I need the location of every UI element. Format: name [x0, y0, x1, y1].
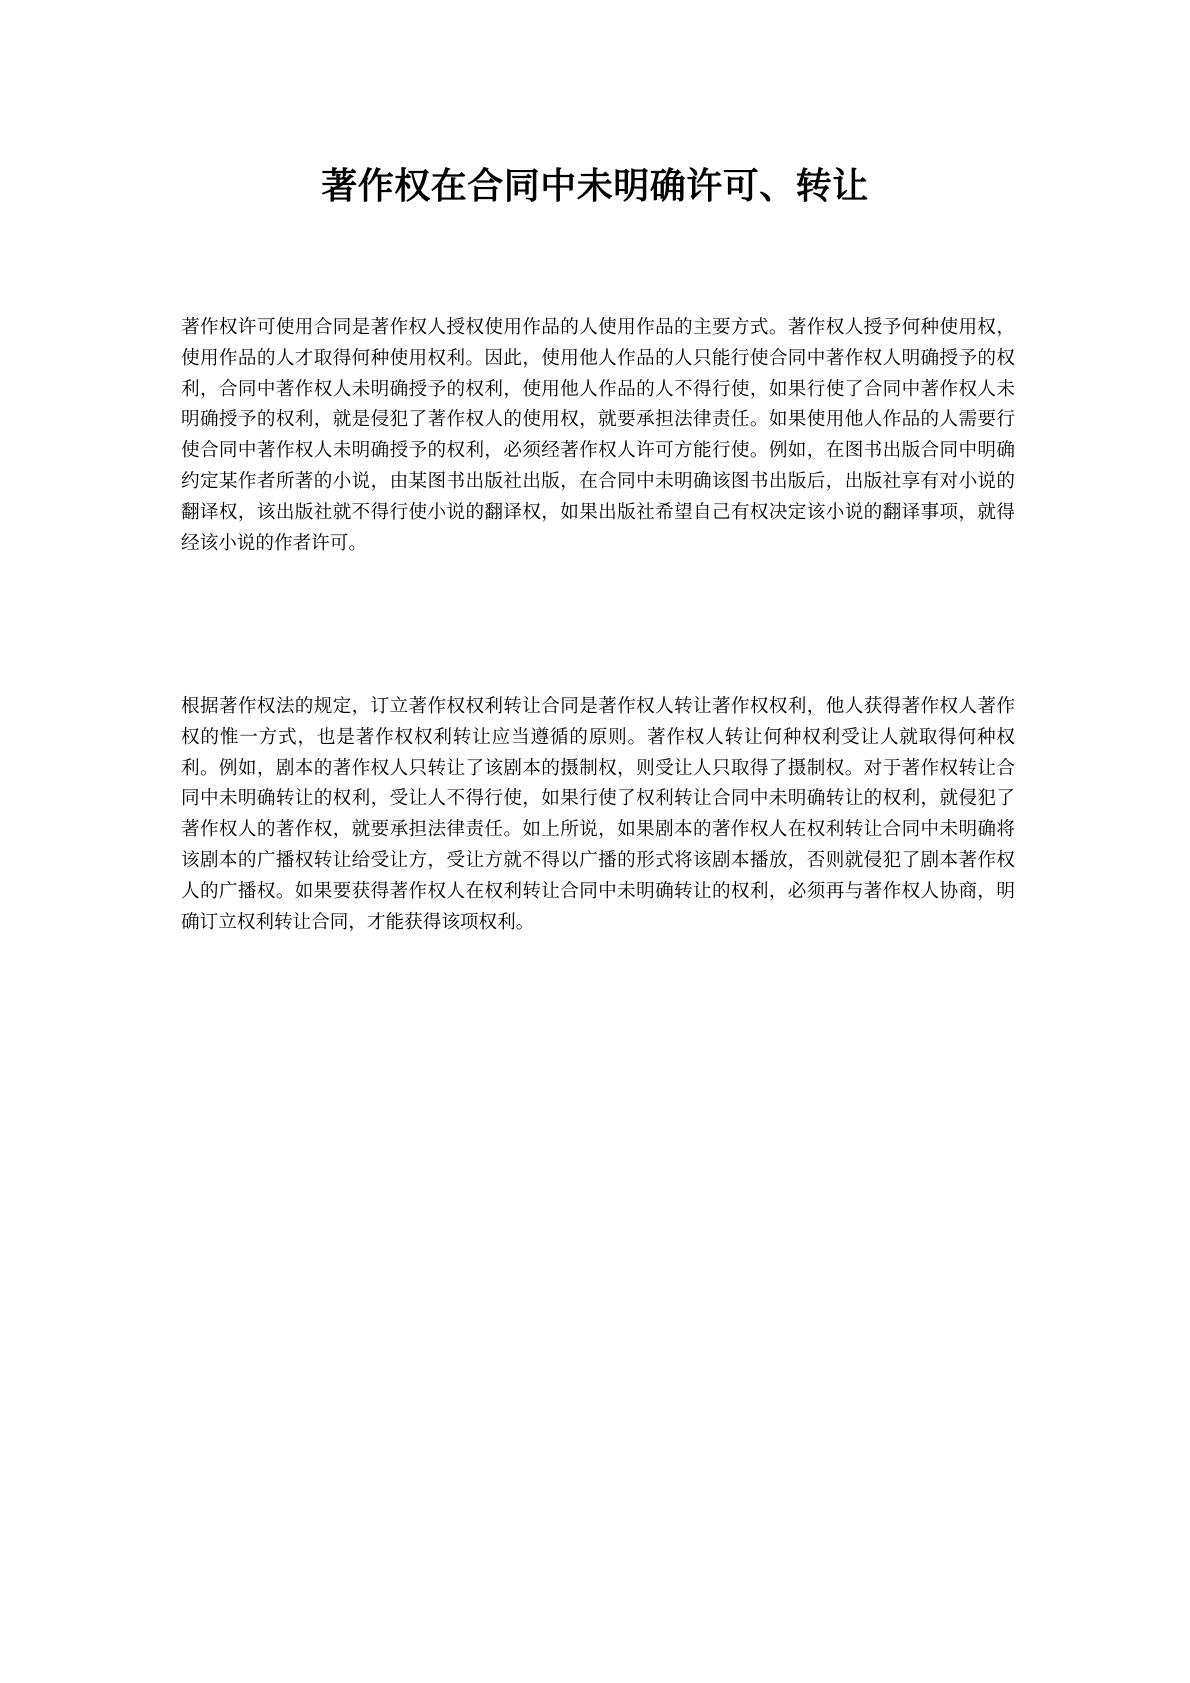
paragraph-license: 著作权许可使用合同是著作权人授权使用作品的人使用作品的主要方式。著作权人授予何种使用权，使用作品的人才取得何种使用权利。因此，使用他人作品的人只能行使合同中著作权人明确授予的权利，合同中著作权人未明确授予的权利，使用他人作品的人不得行使，如果行使了合同中著作权人未明确授予的权利，就是侵犯了著作权人的使用权，就要承担法律责任。如果使用他人作品的人需要行使合同中著作权人未明确授予的权利，必须经著作权人许可方能行使。例如，在图书出版合同中明确约定某作者所著的小说，由某图书出版社出版，在合同中未明确该图书出版后，出版社享有对小说的翻译权，该出版社就不得行使小说的翻译权，如果出版社希望自己有权决定该小说的翻译事项，就得经该小说的作者许可。	[181, 317, 1015, 554]
paragraph-transfer: 根据著作权法的规定，订立著作权权利转让合同是著作权人转让著作权权利，他人获得著作权人著作权的惟一方式，也是著作权权利转让应当遵循的原则。著作权人转让何种权利受让人就取得何种权利。例如，剧本的著作权人只转让了该剧本的摄制权，则受让人只取得了摄制权。对于著作权转让合同中未明确转让的权利，受让人不得行使，如果行使了权利转让合同中未明确转让的权利，就侵犯了著作权人的著作权，就要承担法律责任。如上所说，如果剧本的著作权人在权利转让合同中未明确将该剧本的广播权转让给受让方，受让方就不得以广播的形式将该剧本播放，否则就侵犯了剧本著作权人的广播权。如果要获得著作权人在权利转让合同中未明确转让的权利，必须再与著作权人协商，明确订立权利转让合同，才能获得该项权利。	[181, 696, 1015, 933]
document-title: 著作权在合同中未明确许可、转让	[321, 166, 869, 207]
